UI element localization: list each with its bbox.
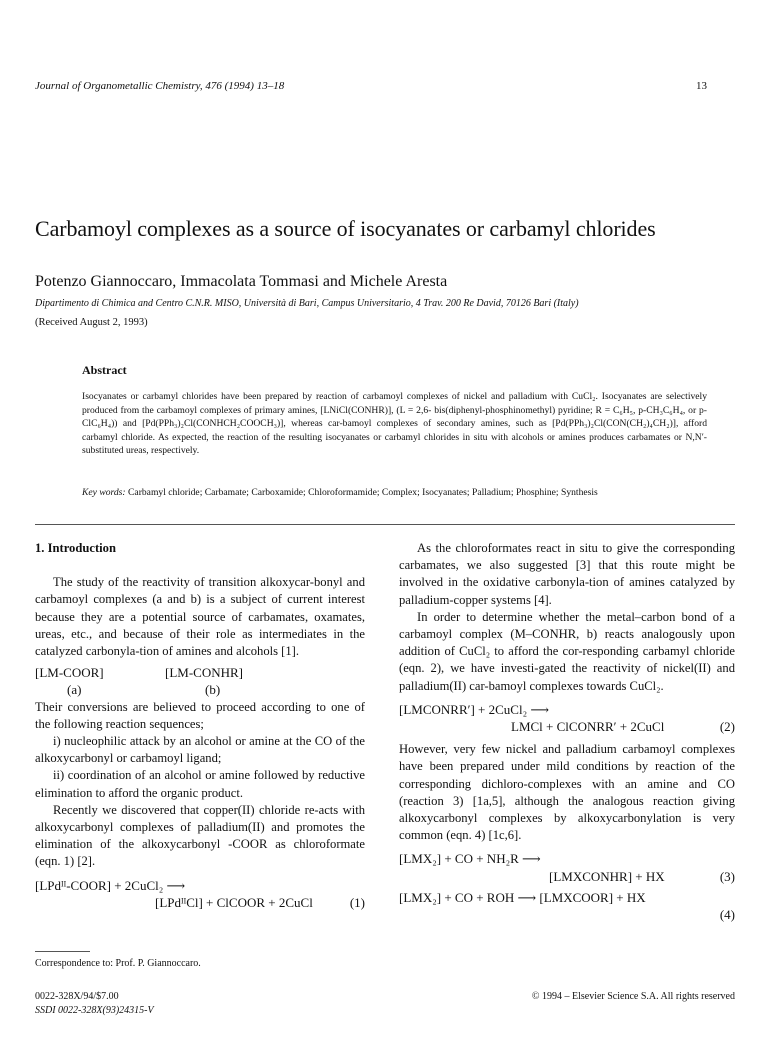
formula-b [165, 664, 315, 698]
equation-3 [399, 850, 735, 884]
right-paragraph-3: However, very few nickel and palladium carbamoyl complexes have been prepared under mild conditions by reaction of the corresponding dichloro-complexes with an amine and CO (reaction 3) [1a,5], although the analogous reaction giving alkoxycarbonyl complexes by alkoxycarbonylation is very common (eqn. 4) [1c,6]. [399, 742, 735, 843]
equation-1-right: [LPdᴵᴵCl] + ClCOOR + 2CuCl [155, 894, 313, 910]
equation-2-number: (2) [719, 719, 735, 735]
page-number: 13 [696, 80, 707, 92]
equation-2 [399, 701, 735, 735]
formula-b-label: (b) [205, 682, 221, 698]
equation-1-left: [LPdᴵᴵ-COOR] + 2CuCl₂ ⟶ [35, 877, 186, 893]
equation-3-right: [LMXCONHR] + HX [549, 868, 665, 884]
intro-paragraph-3: i) nucleophilic attack by an alcohol or amine at the CO of the alkoxycarbonyl or carbamoyl ligand; [35, 734, 365, 766]
formula-row [35, 664, 365, 698]
ssdi-code: SSDI 0022-328X(93)24315-V [35, 1005, 154, 1016]
intro-paragraph-1: The study of the reactivity of transition alkoxycar-bonyl and carbamoyl complexes (a and b) is a subject of current interest because they are a potential source of carbamates, oxamates, ureas, etc., and because of their role as intermediates in the catalyzed carbonyla-tion of amines and alcohols [1]. [35, 575, 365, 659]
right-column [399, 540, 735, 923]
keywords-text: Carbamyl chloride; Carbamate; Carboxamide; Chloroformamide; Complex; Isocyanates; Palladium; Phosphine; Synthesis [128, 487, 598, 498]
keywords [82, 486, 707, 500]
right-paragraph-2: In order to determine whether the metal–carbon bond of a carbamoyl complex (M–CONHR, b) reacts analogously upon addition of CuCl₂ to afford the cor-responding carbamyl chloride (eqn. 2), we have investi-gated the reactivity of nickel(II) and palladium(II) car-bamoyl complexes towards CuCl₂. [399, 609, 735, 693]
equation-1 [35, 877, 365, 911]
right-paragraph-1: As the chloroformates react in situ to give the corresponding carbamates, we also suggested [3] that this route might be involved in the oxidative carbonyla-tion of amines catalyzed by palladium-copper systems [4]. [399, 541, 735, 607]
intro-paragraph-2: Their conversions are believed to proceed according to one of the following reaction sequences; [35, 699, 365, 731]
issn-code: 0022-328X/94/$7.00 [35, 991, 119, 1002]
formula-a [35, 664, 165, 698]
abstract-text: Isocyanates or carbamyl chlorides have been prepared by reaction of carbamoyl complexes of nickel and palladium with CuCl₂. Isocyanates are selectively produced from the carbamoyl complexes of primary amines, [LNiCl(CONHR)], (L = 2,6- bis(diphenyl-phosphinomethyl) pyridine; R = C₆H₅, p-CH₃C₆H₄, or p-ClC₆H₄)) and [Pd(PPh₃)₂Cl(CONHCH₂COOCH₃)], whereas car-bamoyl complexes of secondary amines, such as [Pd(PPh₃)₂Cl(CON(CH₂)₄CH₂)], afford carbamyl chloride. As expected, the reaction of the resulting isocyanates or carbamyl chlorides in situ with alcohols or amines produces carbamates or N,N′-substituted ureas, respectively. [82, 391, 707, 456]
copyright: © 1994 – Elsevier Science S.A. All rights reserved [531, 991, 735, 1002]
equation-1-number: (1) [349, 894, 365, 910]
formula-a-label: (a) [67, 682, 82, 698]
footnote-rule [35, 951, 90, 952]
equation-1-line [35, 894, 365, 911]
received-date: (Received August 2, 1993) [35, 317, 148, 328]
intro-paragraph-4: ii) coordination of an alcohol or amine followed by reductive elimination to afford the organic product. [35, 768, 365, 800]
equation-2-left: [LMCONRR′] + 2CuCl₂ ⟶ [399, 701, 549, 717]
equation-2-line [399, 718, 735, 735]
abstract-heading: Abstract [82, 363, 127, 377]
formula-b-text: [LM-CONHR] [165, 665, 243, 681]
formula-a-text: [LM-COOR] [35, 665, 104, 681]
keywords-label: Key words: [82, 487, 126, 498]
section-divider [35, 524, 735, 525]
equation-3-left: [LMX₂] + CO + NH₂R ⟶ [399, 851, 541, 867]
affiliation: Dipartimento di Chimica and Centro C.N.R. MISO, Università di Bari, Campus Universitario, 4 Trav. 200 Re David, 70126 Bari (Italy) [35, 298, 579, 309]
author-list: Potenzo Giannoccaro, Immacolata Tommasi and Michele Aresta [35, 273, 448, 290]
equation-4-number: (4) [719, 907, 735, 923]
equation-3-number: (3) [719, 868, 735, 884]
intro-paragraph-5: Recently we discovered that copper(II) chloride re-acts with alkoxycarbonyl complexes of palladium(II) and promotes the elimination of the alkoxycarbonyl -COOR as chloroformate (eqn. 1) [2]. [35, 802, 365, 869]
left-column [35, 540, 365, 911]
section-heading-introduction: 1. Introduction [35, 541, 116, 555]
journal-header: Journal of Organometallic Chemistry, 476 (1994) 13–18 [35, 80, 285, 92]
equation-3-line [399, 868, 735, 885]
article-title: Carbamoyl complexes as a source of isocyanates or carbamyl chlorides [35, 216, 656, 241]
equation-4-left: [LMX₂] + CO + ROH ⟶ [LMXCOOR] + HX [399, 889, 646, 905]
equation-4 [399, 889, 735, 923]
equation-2-right: LMCl + ClCONRR′ + 2CuCl [511, 719, 665, 735]
correspondence-footnote: Correspondence to: Prof. P. Giannoccaro. [35, 958, 201, 969]
